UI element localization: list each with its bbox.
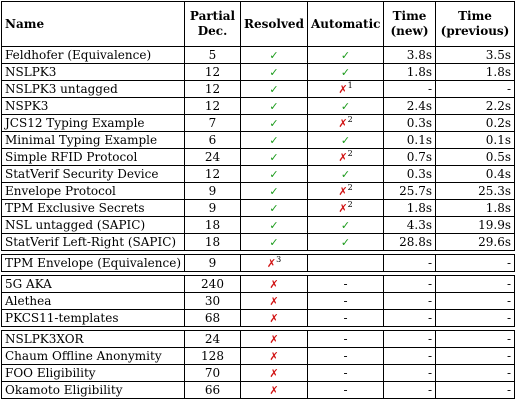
automatic-cell: [308, 200, 384, 217]
automatic-cell: -: [308, 382, 384, 399]
resolved-cell: [241, 183, 308, 200]
automatic-cell: -: [308, 348, 384, 365]
partial-dec-value: 128: [185, 348, 241, 365]
protocol-name: PKCS11-templates: [2, 310, 185, 327]
cross-icon: ✗: [269, 383, 279, 397]
automatic-cell: [308, 64, 384, 81]
check-icon: ✓: [269, 133, 279, 147]
check-icon: ✓: [340, 65, 351, 79]
time-new-value: -: [384, 348, 436, 365]
table-row: [2, 276, 515, 293]
header-resolved: Resolved: [241, 2, 308, 47]
check-icon: ✓: [269, 201, 279, 215]
cross-icon: ✗: [338, 82, 348, 96]
resolved-cell: [241, 234, 308, 251]
table-row: [2, 310, 515, 327]
automatic-cell: [308, 47, 384, 64]
check-icon: ✓: [269, 99, 279, 113]
cross-icon: ✗: [269, 277, 279, 291]
partial-dec-value: 70: [185, 365, 241, 382]
automatic-cell: -: [308, 276, 384, 293]
partial-dec-value: 68: [185, 310, 241, 327]
protocol-name: Envelope Protocol: [2, 183, 185, 200]
time-new-value: 0.1s: [384, 132, 436, 149]
check-icon: ✓: [340, 218, 351, 232]
footnote-marker: 2: [347, 199, 353, 209]
cross-icon: ✗: [269, 349, 279, 363]
time-previous-value: 1.8s: [436, 64, 515, 81]
time-previous-value: -: [436, 81, 515, 98]
resolved-cell: [241, 47, 308, 64]
automatic-cell: -: [308, 365, 384, 382]
time-new-value: 28.8s: [384, 234, 436, 251]
time-previous-value: 25.3s: [436, 183, 515, 200]
resolved-cell: [241, 64, 308, 81]
time-new-value: -: [384, 331, 436, 348]
resolved-cell: [241, 149, 308, 166]
resolved-cell: [241, 310, 308, 327]
automatic-cell: [308, 98, 384, 115]
time-new-value: 3.8s: [384, 47, 436, 64]
time-previous-value: 19.9s: [436, 217, 515, 234]
table-row: [2, 217, 515, 234]
footnote-marker: 1: [347, 80, 353, 90]
check-icon: ✓: [269, 65, 279, 79]
check-icon: ✓: [269, 150, 279, 164]
header-partial-dec: Partial Dec.: [185, 2, 241, 47]
partial-dec-value: 66: [185, 382, 241, 399]
cross-icon: ✗: [269, 311, 279, 325]
protocol-name: NSPK3: [2, 98, 185, 115]
protocol-name: JCS12 Typing Example: [2, 115, 185, 132]
partial-dec-value: 9: [185, 183, 241, 200]
protocol-name: Simple RFID Protocol: [2, 149, 185, 166]
automatic-cell: -: [308, 331, 384, 348]
time-new-value: -: [384, 81, 436, 98]
protocol-name: NSLPK3: [2, 64, 185, 81]
time-previous-value: 0.5s: [436, 149, 515, 166]
time-new-value: 0.3s: [384, 115, 436, 132]
protocol-name: Alethea: [2, 293, 185, 310]
table-row: [2, 81, 515, 98]
table-row: [2, 183, 515, 200]
check-icon: ✓: [340, 99, 351, 113]
cross-icon: ✗: [266, 256, 277, 270]
protocol-name: FOO Eligibility: [2, 365, 185, 382]
time-new-value: 2.4s: [384, 98, 436, 115]
check-icon: ✓: [340, 167, 351, 181]
partial-dec-value: 12: [185, 81, 241, 98]
partial-dec-value: 18: [185, 217, 241, 234]
table-row: [2, 234, 515, 251]
time-previous-value: -: [436, 365, 515, 382]
check-icon: ✓: [340, 48, 351, 62]
protocol-name: 5G AKA: [2, 276, 185, 293]
partial-dec-value: 5: [185, 47, 241, 64]
protocol-name: StatVerif Left-Right (SAPIC): [2, 234, 185, 251]
automatic-cell: [308, 132, 384, 149]
time-previous-value: 1.8s: [436, 200, 515, 217]
partial-dec-value: 6: [185, 132, 241, 149]
check-icon: ✓: [269, 235, 279, 249]
partial-dec-value: 24: [185, 331, 241, 348]
footnote-marker: 2: [347, 114, 353, 124]
header-row: [2, 2, 515, 47]
check-icon: ✓: [269, 167, 279, 181]
resolved-cell: [241, 200, 308, 217]
time-previous-value: 0.1s: [436, 132, 515, 149]
time-new-value: -: [384, 382, 436, 399]
automatic-cell: [308, 115, 384, 132]
automatic-cell: [308, 255, 384, 272]
time-new-value: -: [384, 310, 436, 327]
automatic-cell: [308, 234, 384, 251]
protocol-name: Minimal Typing Example: [2, 132, 185, 149]
resolved-cell: [241, 115, 308, 132]
time-previous-value: 2.2s: [436, 98, 515, 115]
resolved-cell: [241, 365, 308, 382]
automatic-cell: [308, 217, 384, 234]
header-automatic: Automatic: [308, 2, 384, 47]
table-row: [2, 365, 515, 382]
time-new-value: -: [384, 365, 436, 382]
time-previous-value: 3.5s: [436, 47, 515, 64]
time-new-value: 0.3s: [384, 166, 436, 183]
header-time-previous: Time (previous): [436, 2, 515, 47]
table-row: [2, 149, 515, 166]
cross-icon: ✗: [338, 150, 348, 164]
resolved-cell: [241, 382, 308, 399]
cross-icon: ✗: [269, 294, 279, 308]
check-icon: ✓: [269, 218, 279, 232]
automatic-cell: [308, 81, 384, 98]
protocol-name: Okamoto Eligibility: [2, 382, 185, 399]
protocol-name: Chaum Offline Anonymity: [2, 348, 185, 365]
resolved-cell: [241, 217, 308, 234]
time-new-value: 0.7s: [384, 149, 436, 166]
resolved-cell: [241, 255, 308, 272]
cross-icon: ✗: [338, 184, 348, 198]
time-new-value: 1.8s: [384, 64, 436, 81]
table-row: [2, 132, 515, 149]
partial-dec-value: 9: [185, 255, 241, 272]
automatic-cell: -: [308, 293, 384, 310]
table-row: [2, 382, 515, 399]
check-icon: ✓: [269, 116, 279, 130]
cross-icon: ✗: [338, 116, 348, 130]
time-previous-value: -: [436, 276, 515, 293]
partial-dec-value: 7: [185, 115, 241, 132]
table-row: [2, 293, 515, 310]
footnote-marker: 3: [276, 254, 282, 264]
partial-dec-value: 24: [185, 149, 241, 166]
table-body: [2, 47, 515, 399]
table-row: [2, 115, 515, 132]
time-previous-value: -: [436, 382, 515, 399]
table-row: [2, 64, 515, 81]
time-previous-value: -: [436, 255, 515, 272]
cross-icon: ✗: [269, 366, 279, 380]
resolved-cell: [241, 132, 308, 149]
time-previous-value: -: [436, 293, 515, 310]
protocol-name: StatVerif Security Device: [2, 166, 185, 183]
time-new-value: -: [384, 276, 436, 293]
protocol-name: NSLPK3XOR: [2, 331, 185, 348]
time-previous-value: 0.2s: [436, 115, 515, 132]
cross-icon: ✗: [338, 201, 348, 215]
cross-icon: ✗: [269, 332, 279, 346]
automatic-cell: [308, 183, 384, 200]
check-icon: ✓: [340, 235, 351, 249]
protocol-name: TPM Exclusive Secrets: [2, 200, 185, 217]
time-previous-value: 0.4s: [436, 166, 515, 183]
time-new-value: -: [384, 293, 436, 310]
protocol-name: Feldhofer (Equivalence): [2, 47, 185, 64]
resolved-cell: [241, 331, 308, 348]
check-icon: ✓: [269, 82, 279, 96]
time-new-value: 1.8s: [384, 200, 436, 217]
partial-dec-value: 30: [185, 293, 241, 310]
automatic-cell: -: [308, 310, 384, 327]
time-previous-value: -: [436, 310, 515, 327]
resolved-cell: [241, 276, 308, 293]
resolved-cell: [241, 98, 308, 115]
protocol-name: NSLPK3 untagged: [2, 81, 185, 98]
table-row: [2, 200, 515, 217]
check-icon: ✓: [269, 184, 279, 198]
time-new-value: 25.7s: [384, 183, 436, 200]
time-previous-value: -: [436, 348, 515, 365]
check-icon: ✓: [340, 133, 351, 147]
check-icon: ✓: [269, 48, 279, 62]
footnote-marker: 2: [347, 148, 353, 158]
table-row: [2, 98, 515, 115]
table-row: [2, 331, 515, 348]
resolved-cell: [241, 81, 308, 98]
time-new-value: -: [384, 255, 436, 272]
results-table: [1, 1, 515, 399]
footnote-marker: 2: [347, 182, 353, 192]
partial-dec-value: 12: [185, 166, 241, 183]
partial-dec-value: 12: [185, 64, 241, 81]
partial-dec-value: 9: [185, 200, 241, 217]
partial-dec-value: 240: [185, 276, 241, 293]
header-name: Name: [2, 2, 185, 47]
time-previous-value: 29.6s: [436, 234, 515, 251]
table-row: [2, 47, 515, 64]
partial-dec-value: 12: [185, 98, 241, 115]
partial-dec-value: 18: [185, 234, 241, 251]
automatic-cell: [308, 166, 384, 183]
resolved-cell: [241, 293, 308, 310]
table-row: [2, 255, 515, 272]
protocol-name: NSL untagged (SAPIC): [2, 217, 185, 234]
header-time-new: Time (new): [384, 2, 436, 47]
resolved-cell: [241, 348, 308, 365]
protocol-name: TPM Envelope (Equivalence): [2, 255, 185, 272]
automatic-cell: [308, 149, 384, 166]
resolved-cell: [241, 166, 308, 183]
table-row: [2, 348, 515, 365]
time-new-value: 4.3s: [384, 217, 436, 234]
time-previous-value: -: [436, 331, 515, 348]
table-row: [2, 166, 515, 183]
